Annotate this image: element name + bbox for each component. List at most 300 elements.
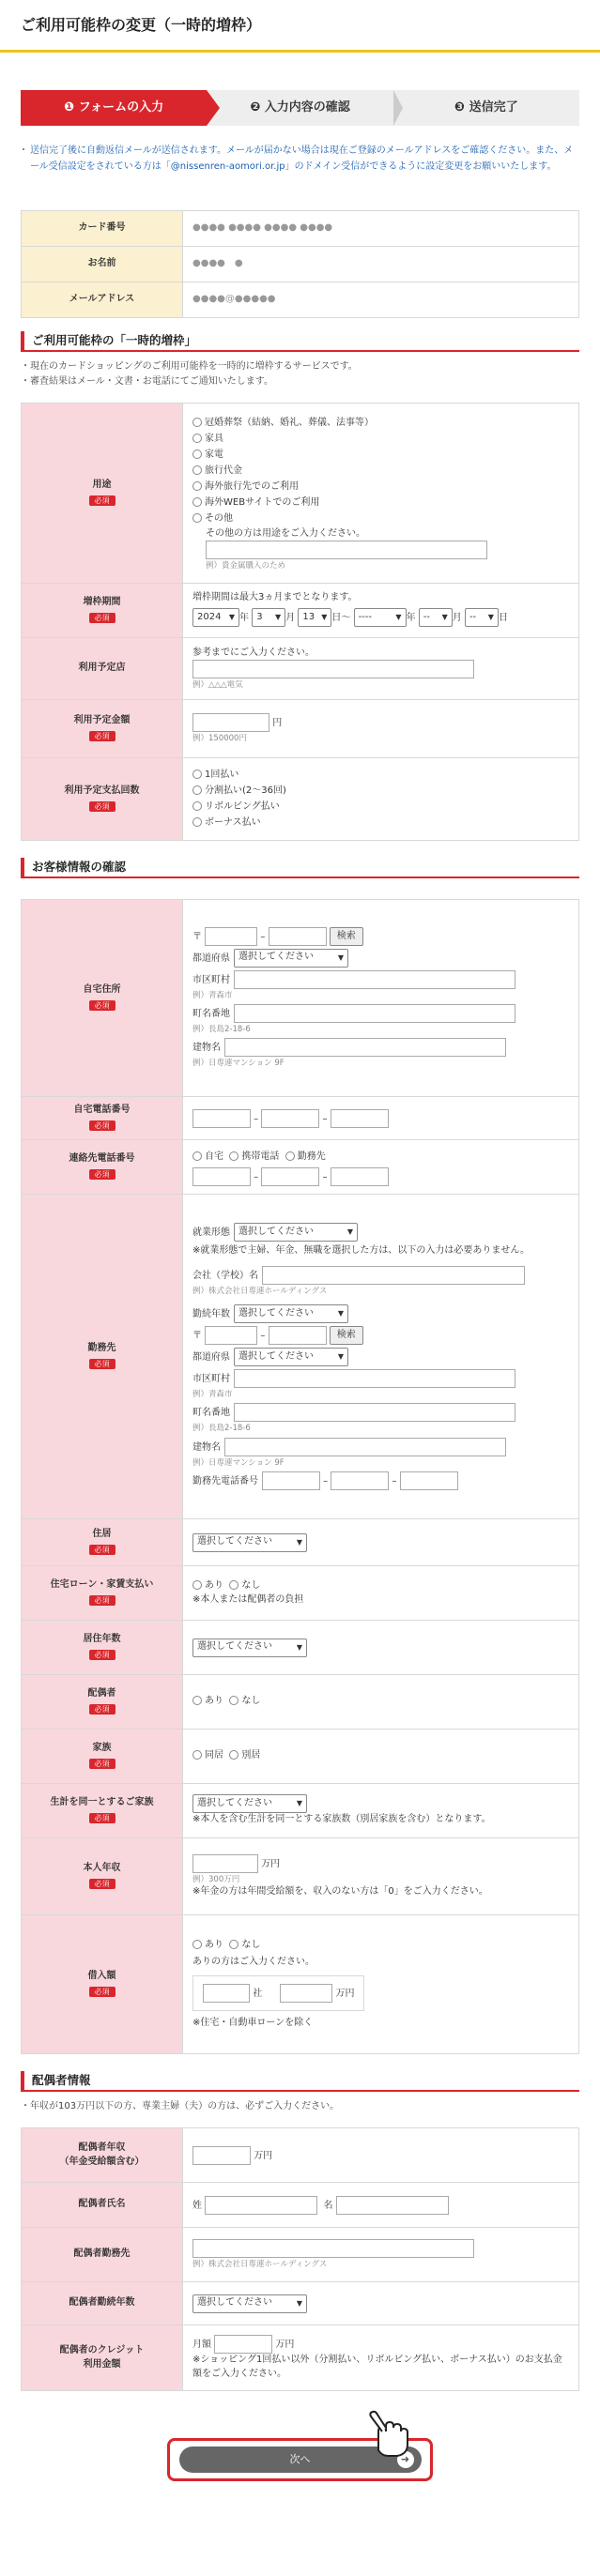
work-type-select[interactable] [234,1223,358,1242]
chevron-down-icon: ▼ [296,1799,302,1808]
work-bldg-input[interactable] [224,1438,506,1456]
select-value: 選択してください [238,1350,314,1362]
debt-input-box [192,1975,364,2011]
chevron-down-icon: ▼ [337,1309,344,1318]
radio-icon[interactable] [192,1151,202,1161]
use-label-cell [22,404,183,584]
residence-cell [183,1621,579,1675]
start-month-select[interactable] [252,608,285,627]
debt-note: ありの方はご入力ください。 [192,1957,315,1968]
zip-mark: 〒 [192,931,202,942]
unit: 月 [452,612,462,623]
end-day-select[interactable] [465,608,499,627]
home-address-cell [183,900,579,1097]
home-zip-row: 〒 – 検索 [192,927,569,946]
debt-yes-option[interactable]: あり [205,1939,223,1950]
radio-icon[interactable] [229,1696,238,1705]
required-badge: 必須 [89,1879,115,1890]
loan-note: ※本人または配偶者の負担 [192,1593,304,1605]
select-value: 選択してください [197,1641,272,1653]
contact-tel3-input[interactable] [331,1167,389,1186]
radio-icon[interactable] [192,801,202,811]
contact-tel-label-cell [22,1140,183,1195]
use-option-text: 旅行代金 [205,465,242,476]
town-example: 例）長島2-18-6 [192,1024,251,1034]
home-city-input[interactable] [234,970,515,989]
s-income-label-cell [22,2128,183,2183]
start-month-value: 3 [256,611,263,622]
radio-icon[interactable] [192,1940,202,1949]
increase-note-1: ・現在のカードショッピングのご利用可能枠を一時的に増枠するサービスです。 [21,361,358,372]
start-year-value: 2024 [197,611,222,622]
debt-label-cell [22,1915,183,2054]
debt-footnote: ※住宅・自動車ローンを除く [192,2017,314,2028]
spouse-income-input[interactable] [192,2146,251,2165]
family-label: 家族 [92,1743,112,1753]
pay-option-text: リボルビング払い [205,801,280,812]
s-credit-cell [183,2325,579,2391]
work-label-cell [22,1195,183,1519]
section-title-increase: ご利用可能枠の「一時的増枠」 [21,331,579,352]
use-options [183,404,579,584]
spouse-sei-input[interactable] [205,2196,317,2215]
pay-option-single[interactable] [192,768,569,783]
spouse-mei-input[interactable] [336,2196,449,2215]
s-name-cell [183,2183,579,2228]
income-unit: 万円 [261,1858,281,1869]
spouse-yes-option[interactable]: あり [205,1696,223,1707]
select-value: 選択してください [197,1798,272,1808]
work-label: 勤務先 [87,1343,116,1353]
contact-mobile-option[interactable]: 携帯電話 [241,1151,280,1163]
start-day-value: 13 [302,611,315,622]
s-income-label-sub: （年金受給額含む） [59,2156,145,2167]
spouse-section-note: ・年収が103万円以下の方、専業主婦（夫）の方は、必ずご入力ください。 [21,2101,340,2111]
radio-icon[interactable] [192,450,202,459]
end-month-value: -- [423,611,430,622]
town-example: 例）長島2-18-6 [192,1424,251,1434]
town-label: 町名番地 [192,1408,230,1419]
work-cell [183,1195,579,1519]
required-badge: 必須 [89,1704,115,1715]
company-row [192,1266,569,1297]
spouse-form-table [21,2127,579,2391]
work-bldg-row [192,1438,569,1469]
home-pref-row [192,949,569,968]
home-tel-label-cell [22,1097,183,1140]
income-label: 本人年収 [83,1863,121,1873]
home-tel3-input[interactable] [331,1109,389,1128]
unit: 年 [406,612,416,623]
card-number-value: ●●●● ●●●● ●●●● ●●●● [183,211,579,247]
increase-form-table [21,403,579,841]
family-apart-option[interactable]: 別居 [241,1750,261,1761]
house-label-cell [22,1519,183,1566]
use-option-text: その他 [205,512,233,524]
step-complete: ❸ 送信完了 [393,90,579,126]
home-tel2-input[interactable] [261,1109,319,1128]
sei-label: 姓 [192,2200,202,2211]
s-credit-note: ※ショッピング1回払い以外（分割払い、リボルビング払い、ボーナス払い）のお支払金額をご入力ください。 [192,2355,562,2379]
chevron-down-icon: ▼ [346,1227,353,1237]
radio-icon[interactable] [192,770,202,779]
home-town-input[interactable] [234,1004,515,1023]
household-label: 生計を同一とするご家族 [50,1797,154,1807]
work-pref-select[interactable] [234,1348,348,1366]
debt-no-option[interactable]: なし [241,1939,261,1950]
radio-icon[interactable] [285,1151,295,1161]
house-label: 住居 [92,1529,112,1539]
end-year-value: ---- [358,611,372,622]
chevron-down-icon: ▼ [296,1642,302,1652]
select-value: 選択してください [238,1307,314,1318]
work-pref-row [192,1348,569,1366]
income-note: ※年金の方は年間受給額を、収入のない方は「0」をご入力ください。 [192,1885,488,1897]
home-town-row [192,1004,569,1035]
radio-icon[interactable] [192,497,202,507]
required-badge: 必須 [89,1650,115,1661]
company-example: 例）株式会社日専連ホールディングス [192,1286,328,1296]
zip-mark: 〒 [192,1330,202,1341]
page-title: ご利用可能枠の変更（一時的増枠） [0,0,600,53]
monthly-label: 月額 [192,2340,211,2350]
period-label-cell [22,584,183,638]
radio-icon[interactable] [192,481,202,491]
debt-label: 借入額 [87,1971,116,1981]
work-type-note: ※就業形態で主婦、年金、無職を選択した方は、以下の入力は必要ありません。 [192,1245,530,1257]
residence-select[interactable] [192,1639,307,1657]
start-day-select[interactable] [298,608,331,627]
household-label-cell [22,1784,183,1838]
select-value: 選択してください [238,1226,314,1237]
store-cell [183,638,579,700]
contact-tel-label: 連絡先電話番号 [69,1153,135,1164]
debt-count-unit: 社 [253,1988,263,1999]
work-years-label: 勤続年数 [192,1308,230,1319]
pay-option-installment[interactable] [192,784,569,799]
income-example: 例）300万円 [192,1874,240,1884]
work-tel-row: 勤務先電話番号 – – [192,1471,569,1490]
radio-icon[interactable] [192,418,202,427]
house-select[interactable] [192,1533,307,1552]
use-option-ceremony[interactable] [192,416,569,431]
household-note: ※本人を含む生計を同一とする家族数（別居家族を含む）となります。 [192,1814,491,1825]
s-name-label: 配偶者氏名 [22,2183,183,2228]
spouse-no-option[interactable]: なし [241,1696,261,1707]
unit: 月 [285,612,296,623]
pay-option-bonus[interactable] [192,815,569,831]
home-tel1-input[interactable] [192,1109,251,1128]
required-badge: 必須 [89,1120,115,1132]
s-credit-unit: 万円 [275,2340,295,2350]
amount-input[interactable] [192,713,269,732]
s-income-label: 配偶者年収 [78,2142,126,2153]
select-value: 選択してください [238,952,314,963]
work-type-row [192,1223,569,1242]
income-cell [183,1838,579,1915]
s-income-unit: 万円 [254,2150,273,2161]
pay-options [183,758,579,841]
work-type-label: 就業形態 [192,1227,230,1239]
work-tel1-input[interactable] [262,1471,320,1490]
contact-work-option[interactable]: 勤務先 [297,1151,326,1163]
home-address-label-cell [22,900,183,1097]
period-label: 増枠期間 [83,597,121,607]
contact-tel2-input[interactable] [261,1167,319,1186]
s-years-label: 配偶者勤続年数 [22,2282,183,2325]
required-badge: 必須 [89,731,115,742]
pay-option-text: 1回払い [205,770,239,780]
section-title-spouse: 配偶者情報 [21,2071,579,2092]
required-badge: 必須 [89,613,115,624]
period-selects [192,608,569,627]
required-badge: 必須 [89,495,115,507]
home-zip1-input[interactable] [205,927,257,946]
loan-options [192,1579,569,1593]
section-title-customer: お客様情報の確認 [21,858,579,878]
spouse-label-cell [22,1675,183,1730]
amount-cell [183,700,579,758]
email-value: ●●●●@●●●●● [183,282,579,318]
use-example: 例）貴金属購入のため [206,561,286,572]
use-option-text: 家具 [205,433,223,444]
home-address-label: 自宅住所 [83,984,121,995]
loan-no-option[interactable]: なし [241,1580,261,1591]
chevron-down-icon: ▼ [228,612,235,621]
amount-label-cell [22,700,183,758]
end-year-select[interactable] [354,608,407,627]
spouse-label: 配偶者 [87,1688,116,1699]
company-input[interactable] [262,1266,525,1285]
chevron-down-icon: ▼ [395,612,402,621]
next-button-frame [167,2438,433,2481]
contact-tel-cell: 自宅 携帯電話 勤務先 – – [183,1140,579,1195]
use-option-text: 家電 [205,449,223,460]
home-city-row [192,970,569,1001]
company-label: 会社（学校）名 [192,1270,258,1281]
use-option-travel[interactable] [192,464,569,479]
store-note: 参考までにご入力ください。 [192,647,315,658]
name-value: ●●●● ● [183,247,579,282]
use-option-overseas[interactable] [192,480,569,495]
debt-amount-unit: 万円 [335,1988,355,1999]
home-tel-label: 自宅電話番号 [73,1105,131,1115]
work-tel2-input[interactable] [331,1471,389,1490]
email-label: メールアドレス [22,282,183,318]
amount-unit: 円 [272,717,283,728]
work-town-input[interactable] [234,1403,515,1422]
chevron-down-icon: ▼ [296,2298,302,2308]
radio-icon[interactable] [192,1580,202,1590]
required-badge: 必須 [89,801,115,813]
work-city-row [192,1369,569,1400]
s-credit-label-sub: 利用金額 [83,2358,121,2370]
period-note: 増枠期間は最大3ヵ月までとなります。 [192,592,358,603]
pay-option-text: ボーナス払い [205,817,261,828]
pay-option-text: 分割払い(2～36回) [205,785,286,796]
chevron-down-icon: ▼ [337,953,344,962]
bldg-label: 建物名 [192,1441,221,1453]
loan-label: 住宅ローン・家賃支払い [50,1579,154,1590]
contact-type-row [192,1151,569,1165]
household-cell [183,1784,579,1838]
radio-icon[interactable] [192,465,202,475]
radio-icon[interactable] [229,1940,238,1949]
step-indicator [21,90,579,126]
income-label-cell [22,1838,183,1915]
store-example: 例）△△△電気 [192,680,243,691]
home-tel-cell: – – [183,1097,579,1140]
use-label: 用途 [92,480,112,490]
use-option-text: 冠婚葬祭（結納、婚礼、葬儀、法事等） [205,417,374,428]
radio-icon[interactable] [192,513,202,523]
end-month-select[interactable] [419,608,453,627]
work-town-row [192,1403,569,1434]
contact-tel1-input[interactable] [192,1167,251,1186]
card-number-label: カード番号 [22,211,183,247]
city-label: 市区町村 [192,974,230,985]
spouse-credit-input[interactable] [214,2335,272,2354]
chevron-down-icon: ▼ [321,612,328,621]
use-option-overseas-web[interactable] [192,495,569,511]
amount-label: 利用予定金額 [73,715,131,725]
step-input: ❶ フォームの入力 [21,90,207,126]
household-select[interactable] [192,1794,307,1813]
required-badge: 必須 [89,1000,115,1012]
mei-label: 名 [323,2200,333,2211]
spouse-years-select[interactable] [192,2294,307,2313]
next-button-label: 次へ [289,2453,311,2466]
select-value: 選択してください [197,1536,272,1547]
debt-cell [183,1915,579,2054]
pref-label: 都道府県 [192,953,230,964]
debt-amount-input[interactable] [280,1984,332,2003]
contact-home-option[interactable]: 自宅 [205,1151,223,1163]
bldg-example: 例）日専連マンション 9F [192,1457,285,1468]
radio-icon[interactable] [229,1580,238,1590]
s-credit-label-cell [22,2325,183,2391]
use-option-furniture[interactable] [192,432,569,447]
radio-icon[interactable] [192,817,202,827]
start-year-select[interactable] [192,608,239,627]
use-other-note: その他の方は用途をご入力ください。 [206,527,365,539]
bldg-label: 建物名 [192,1043,221,1054]
home-zip2-input[interactable] [269,927,327,946]
loan-yes-option[interactable]: あり [205,1580,223,1591]
use-option-text: 海外WEBサイトでのご利用 [205,496,320,508]
city-label: 市区町村 [192,1373,230,1384]
chevron-down-icon: ▼ [441,612,448,621]
spouse-cell [183,1675,579,1730]
radio-icon[interactable] [192,785,202,795]
use-option-other[interactable] [192,511,569,526]
radio-icon[interactable] [192,434,202,443]
required-badge: 必須 [89,1169,115,1181]
required-badge: 必須 [89,1759,115,1770]
required-badge: 必須 [89,1813,115,1824]
home-zip-search-button[interactable]: 検索 [330,927,363,946]
use-other-block [192,527,569,572]
loan-cell [183,1566,579,1621]
increase-note-2: ・審査結果はメール・文書・お電話にてご通知いたします。 [21,376,273,387]
member-info-table [21,210,579,318]
radio-icon[interactable] [229,1151,238,1161]
use-option-text: 海外旅行先でのご利用 [205,480,299,492]
use-option-appliance[interactable] [192,448,569,463]
section-note-increase [21,359,579,389]
city-example: 例）青森市 [192,1389,233,1399]
store-label: 利用予定店 [22,638,183,700]
residence-label: 居住年数 [83,1634,121,1644]
work-zip2-input[interactable] [269,1326,327,1345]
radio-icon[interactable] [192,1696,202,1705]
customer-form-table [21,899,579,2054]
work-zip-row: 〒 – 検索 [192,1326,569,1345]
debt-count-input[interactable] [203,1984,250,2003]
work-zip1-input[interactable] [205,1326,257,1345]
spouse-work-input[interactable] [192,2239,474,2258]
radio-icon[interactable] [192,1750,202,1760]
work-years-row [192,1304,569,1323]
required-badge: 必須 [89,1545,115,1556]
home-bldg-row [192,1038,569,1069]
use-other-input[interactable] [206,541,487,559]
radio-icon[interactable] [229,1750,238,1760]
required-badge: 必須 [89,1595,115,1607]
chevron-down-icon: ▼ [296,1537,302,1547]
required-badge: 必須 [89,1359,115,1370]
period-cell [183,584,579,638]
step-confirm: ❷ 入力内容の確認 [207,90,392,126]
family-cell [183,1730,579,1784]
home-pref-select[interactable] [234,949,348,968]
s-work-cell [183,2228,579,2282]
unit: 日 [498,612,508,623]
work-zip-search-button[interactable]: 検索 [330,1326,363,1345]
s-work-example: 例）株式会社日専連ホールディングス [192,2259,328,2269]
email-notice: ・ 送信完了後に自動返信メールが送信されます。メールが届かない場合は現在ご登録のメールアドレスをご確認ください。また、メール受信設定をされている方は「@nissenren-aomori.or.jp」のドメイン受信ができるように設定変更をお願いいたします。 [21,143,579,175]
city-example: 例）青森市 [192,990,233,1000]
work-tel3-input[interactable] [400,1471,458,1490]
town-label: 町名番地 [192,1008,230,1019]
chevron-down-icon: ▼ [337,1352,344,1362]
arrow-right-icon: ➜ [397,2451,414,2468]
bldg-example: 例）日専連マンション 9F [192,1059,285,1069]
required-badge: 必須 [89,1987,115,1998]
end-day-value: -- [469,611,477,622]
s-income-cell [183,2128,579,2183]
income-input[interactable] [192,1854,258,1873]
amount-example: 例）150000円 [192,733,247,743]
home-bldg-input[interactable] [224,1038,506,1057]
pay-option-revolving[interactable] [192,800,569,815]
s-years-cell [183,2282,579,2325]
family-together-option[interactable]: 同居 [205,1750,223,1761]
house-cell [183,1519,579,1566]
unit: 年 [239,612,249,623]
unit: 日～ [331,612,351,623]
s-credit-label: 配偶者のクレジット [59,2345,145,2355]
debt-options [192,1939,569,1953]
pay-label-cell [22,758,183,841]
pay-label: 利用予定支払回数 [64,785,140,796]
work-tel-label: 勤務先電話番号 [192,1475,258,1486]
pref-label: 都道府県 [192,1351,230,1363]
work-years-select[interactable] [234,1304,348,1323]
store-input[interactable] [192,660,474,678]
work-city-input[interactable] [234,1369,515,1388]
loan-label-cell [22,1566,183,1621]
